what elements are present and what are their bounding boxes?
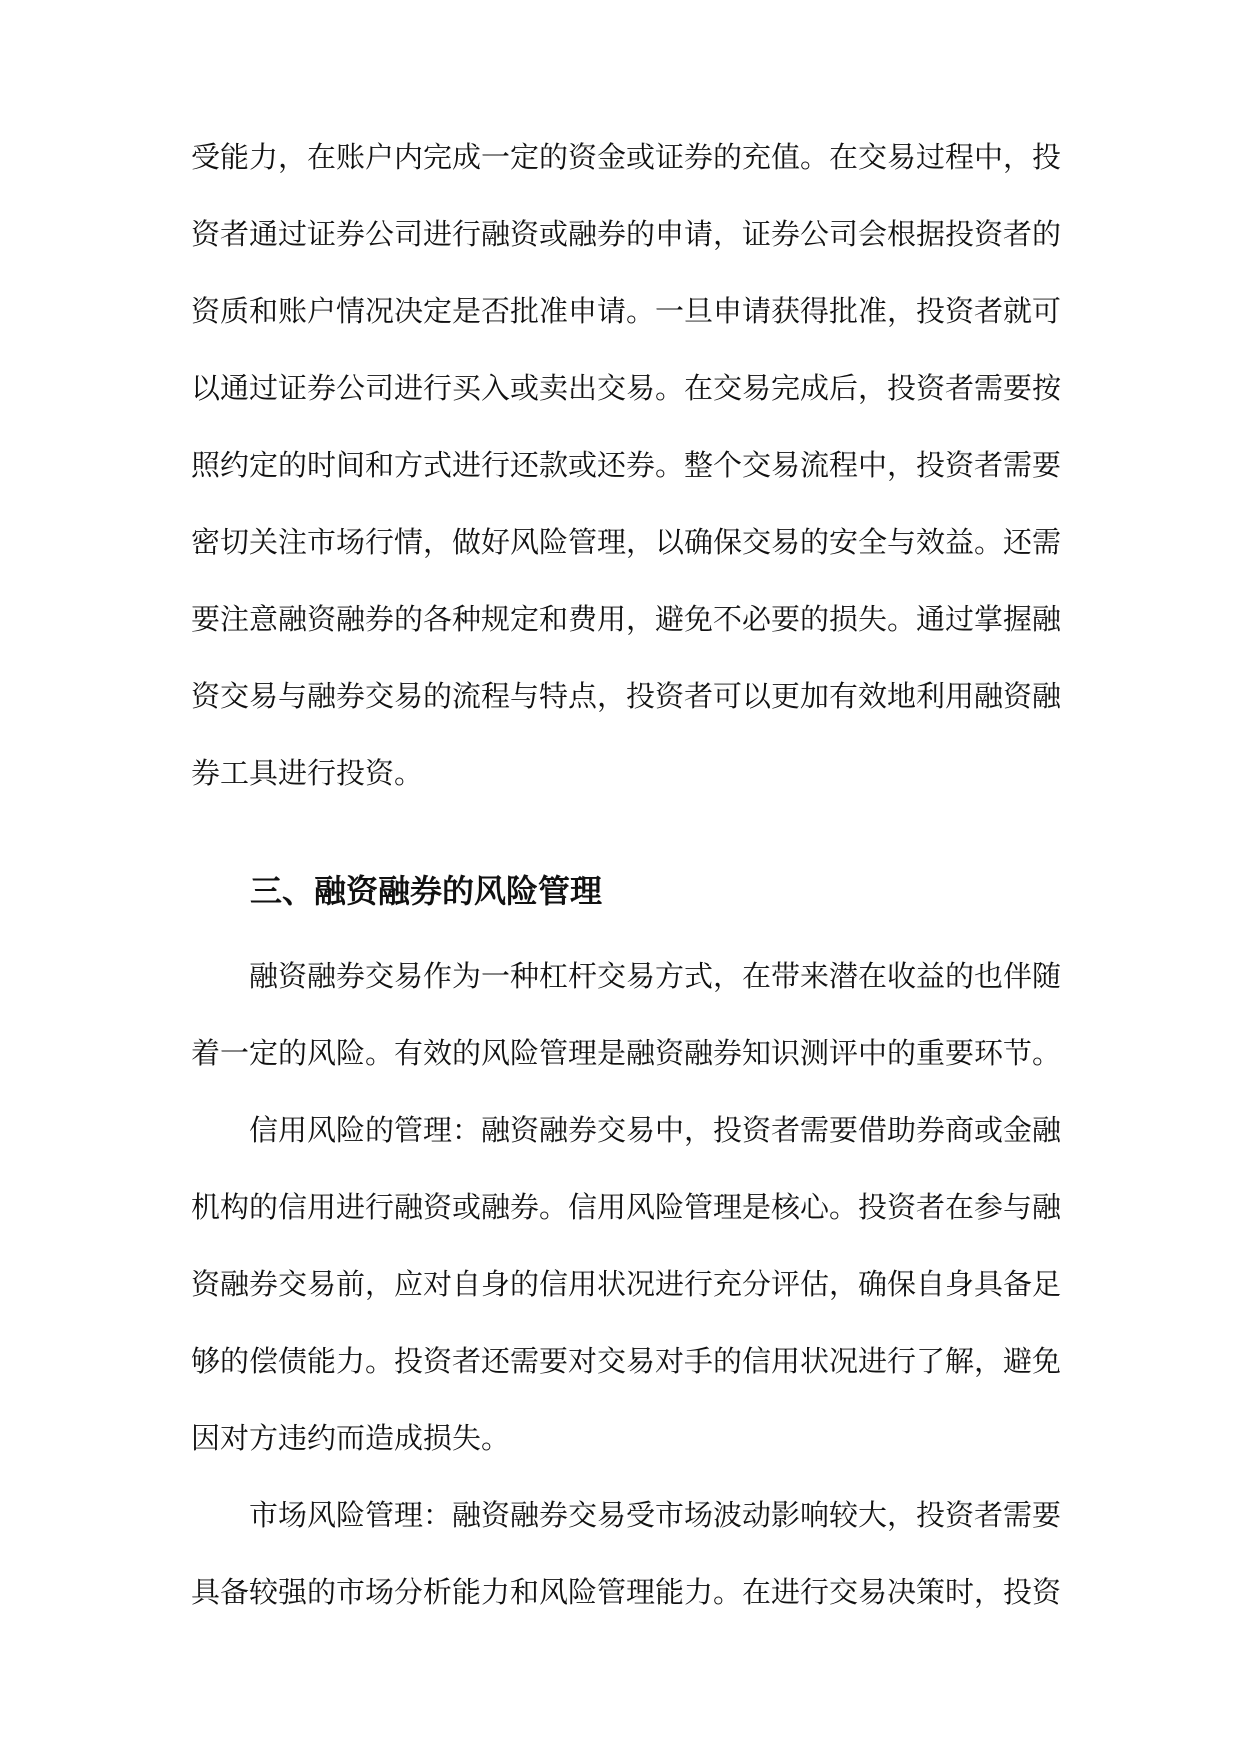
paragraph-line: 够的偿债能力。投资者还需要对交易对手的信用状况进行了解，避免 [191,1344,1061,1378]
paragraph-line: 受能力，在账户内完成一定的资金或证券的充值。在交易过程中，投 [191,140,1061,174]
paragraph-line: 资融券交易前，应对自身的信用状况进行充分评估，确保自身具备足 [191,1267,1061,1301]
paragraph-line: 具备较强的市场分析能力和风险管理能力。在进行交易决策时，投资 [191,1575,1061,1609]
paragraph-line: 机构的信用进行融资或融券。信用风险管理是核心。投资者在参与融 [191,1190,1061,1224]
paragraph-line: 要注意融资融券的各种规定和费用，避免不必要的损失。通过掌握融 [191,602,1061,636]
paragraph-line: 资者通过证券公司进行融资或融券的申请，证券公司会根据投资者的 [191,217,1061,251]
paragraph-line: 因对方违约而造成损失。 [191,1421,511,1455]
paragraph-line: 融资融券交易作为一种杠杆交易方式，在带来潜在收益的也伴随 [249,959,1061,993]
paragraph-line: 资交易与融券交易的流程与特点，投资者可以更加有效地利用融资融 [191,679,1061,713]
paragraph-line: 着一定的风险。有效的风险管理是融资融券知识测评中的重要环节。 [191,1036,1061,1070]
paragraph-line: 券工具进行投资。 [191,756,424,790]
paragraph-line: 照约定的时间和方式进行还款或还券。整个交易流程中，投资者需要 [191,448,1061,482]
section-heading: 三、融资融券的风险管理 [250,872,603,910]
paragraph-line: 密切关注市场行情，做好风险管理，以确保交易的安全与效益。还需 [191,525,1061,559]
paragraph-line: 市场风险管理：融资融券交易受市场波动影响较大，投资者需要 [249,1498,1061,1532]
paragraph-line: 信用风险的管理：融资融券交易中，投资者需要借助券商或金融 [249,1113,1061,1147]
paragraph-line: 资质和账户情况决定是否批准申请。一旦申请获得批准，投资者就可 [191,294,1061,328]
paragraph-line: 以通过证券公司进行买入或卖出交易。在交易完成后，投资者需要按 [191,371,1061,405]
